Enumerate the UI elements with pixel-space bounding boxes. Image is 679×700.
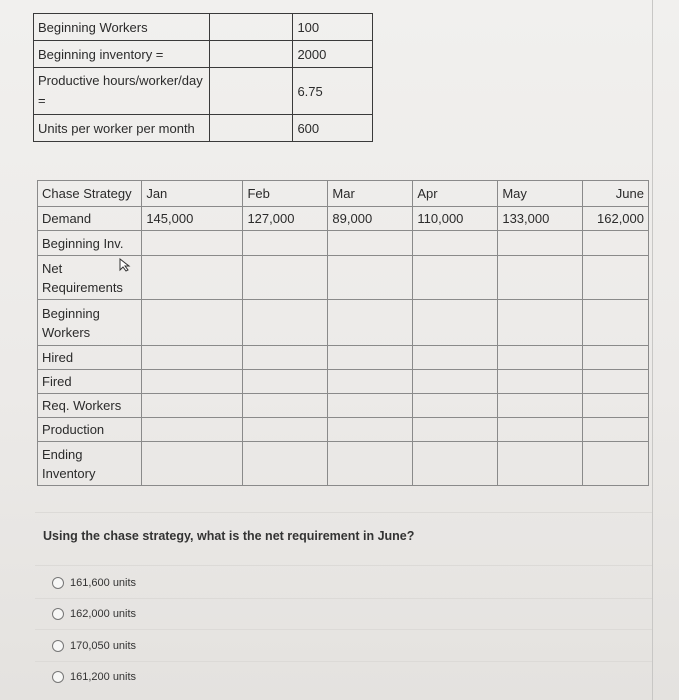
- table-cell: [413, 346, 498, 370]
- mouse-pointer-icon: [118, 258, 132, 272]
- info-value: 6.75: [293, 68, 373, 115]
- row-label: Req. Workers: [38, 394, 142, 418]
- table-cell: [328, 231, 413, 256]
- divider: [35, 512, 652, 513]
- demand-mar: 89,000: [328, 207, 413, 231]
- table-cell: [413, 256, 498, 300]
- info-table: [33, 13, 373, 142]
- info-label: Productive hours/worker/day =: [34, 68, 210, 115]
- info-value: 2000: [293, 41, 373, 68]
- radio-button[interactable]: [52, 577, 64, 589]
- table-cell: [142, 256, 243, 300]
- demand-label: Demand: [38, 207, 142, 231]
- header-feb: Feb: [243, 181, 328, 207]
- table-cell: [583, 346, 649, 370]
- info-value: 600: [293, 115, 373, 142]
- table-cell: [328, 394, 413, 418]
- table-cell: [498, 346, 583, 370]
- chase-strategy-table: [37, 180, 649, 486]
- divider: [35, 565, 652, 566]
- demand-apr: 110,000: [413, 207, 498, 231]
- row-label: Production: [38, 418, 142, 442]
- table-cell: [243, 394, 328, 418]
- header-jan: Jan: [142, 181, 243, 207]
- info-label: Beginning inventory =: [34, 41, 210, 68]
- table-cell: [498, 442, 583, 486]
- table-cell: [583, 231, 649, 256]
- table-cell: [142, 370, 243, 394]
- table-cell: [142, 300, 243, 346]
- demand-feb: 127,000: [243, 207, 328, 231]
- table-cell: [583, 300, 649, 346]
- table-cell: [498, 370, 583, 394]
- table-cell: [142, 418, 243, 442]
- answer-option[interactable]: [52, 640, 136, 652]
- row-label: Fired: [38, 370, 142, 394]
- answer-option[interactable]: [52, 671, 136, 683]
- row-label: Hired: [38, 346, 142, 370]
- demand-jan: 145,000: [142, 207, 243, 231]
- header-mar: Mar: [328, 181, 413, 207]
- info-spacer: [210, 115, 293, 142]
- table-cell: [142, 231, 243, 256]
- radio-button[interactable]: [52, 640, 64, 652]
- table-cell: [498, 394, 583, 418]
- answer-option[interactable]: [52, 577, 136, 589]
- table-cell: [328, 346, 413, 370]
- table-cell: [413, 300, 498, 346]
- table-cell: [328, 256, 413, 300]
- info-spacer: [210, 41, 293, 68]
- header-chase-strategy: Chase Strategy: [38, 181, 142, 207]
- table-cell: [328, 300, 413, 346]
- table-cell: [328, 418, 413, 442]
- table-cell: [142, 442, 243, 486]
- radio-button[interactable]: [52, 671, 64, 683]
- table-cell: [328, 370, 413, 394]
- divider: [35, 598, 652, 599]
- table-cell: [498, 231, 583, 256]
- table-cell: [413, 370, 498, 394]
- table-cell: [498, 300, 583, 346]
- table-cell: [243, 370, 328, 394]
- row-label: Beginning Workers: [38, 300, 142, 346]
- info-value: 100: [293, 14, 373, 41]
- info-spacer: [210, 14, 293, 41]
- demand-may: 133,000: [498, 207, 583, 231]
- option-label: 161,600 units: [70, 577, 137, 589]
- table-cell: [142, 346, 243, 370]
- header-june: June: [583, 181, 649, 207]
- table-cell: [328, 442, 413, 486]
- table-cell: [498, 256, 583, 300]
- table-cell: [243, 300, 328, 346]
- table-cell: [583, 394, 649, 418]
- row-label: Ending Inventory: [38, 442, 142, 486]
- table-cell: [583, 256, 649, 300]
- table-cell: [243, 256, 328, 300]
- divider: [35, 661, 652, 662]
- answer-option[interactable]: [52, 608, 136, 620]
- table-cell: [583, 418, 649, 442]
- table-cell: [243, 442, 328, 486]
- table-cell: [243, 346, 328, 370]
- radio-button[interactable]: [52, 608, 64, 620]
- table-cell: [413, 418, 498, 442]
- info-label: Beginning Workers: [34, 14, 210, 41]
- divider: [35, 629, 652, 630]
- vertical-divider: [652, 0, 653, 700]
- table-cell: [498, 418, 583, 442]
- info-label: Units per worker per month: [34, 115, 210, 142]
- option-label: 170,050 units: [70, 640, 137, 652]
- table-cell: [243, 418, 328, 442]
- question-text: Using the chase strategy, what is the net requirement in June?: [43, 529, 415, 543]
- header-may: May: [498, 181, 583, 207]
- header-apr: Apr: [413, 181, 498, 207]
- table-cell: [142, 394, 243, 418]
- table-cell: [583, 370, 649, 394]
- row-label: Beginning Inv.: [38, 231, 142, 256]
- demand-june: 162,000: [583, 207, 649, 231]
- table-cell: [413, 394, 498, 418]
- table-cell: [583, 442, 649, 486]
- option-label: 161,200 units: [70, 671, 137, 683]
- info-spacer: [210, 68, 293, 115]
- row-label: Net Requirements: [38, 256, 142, 300]
- table-cell: [413, 231, 498, 256]
- table-cell: [243, 231, 328, 256]
- option-label: 162,000 units: [70, 608, 137, 620]
- table-cell: [413, 442, 498, 486]
